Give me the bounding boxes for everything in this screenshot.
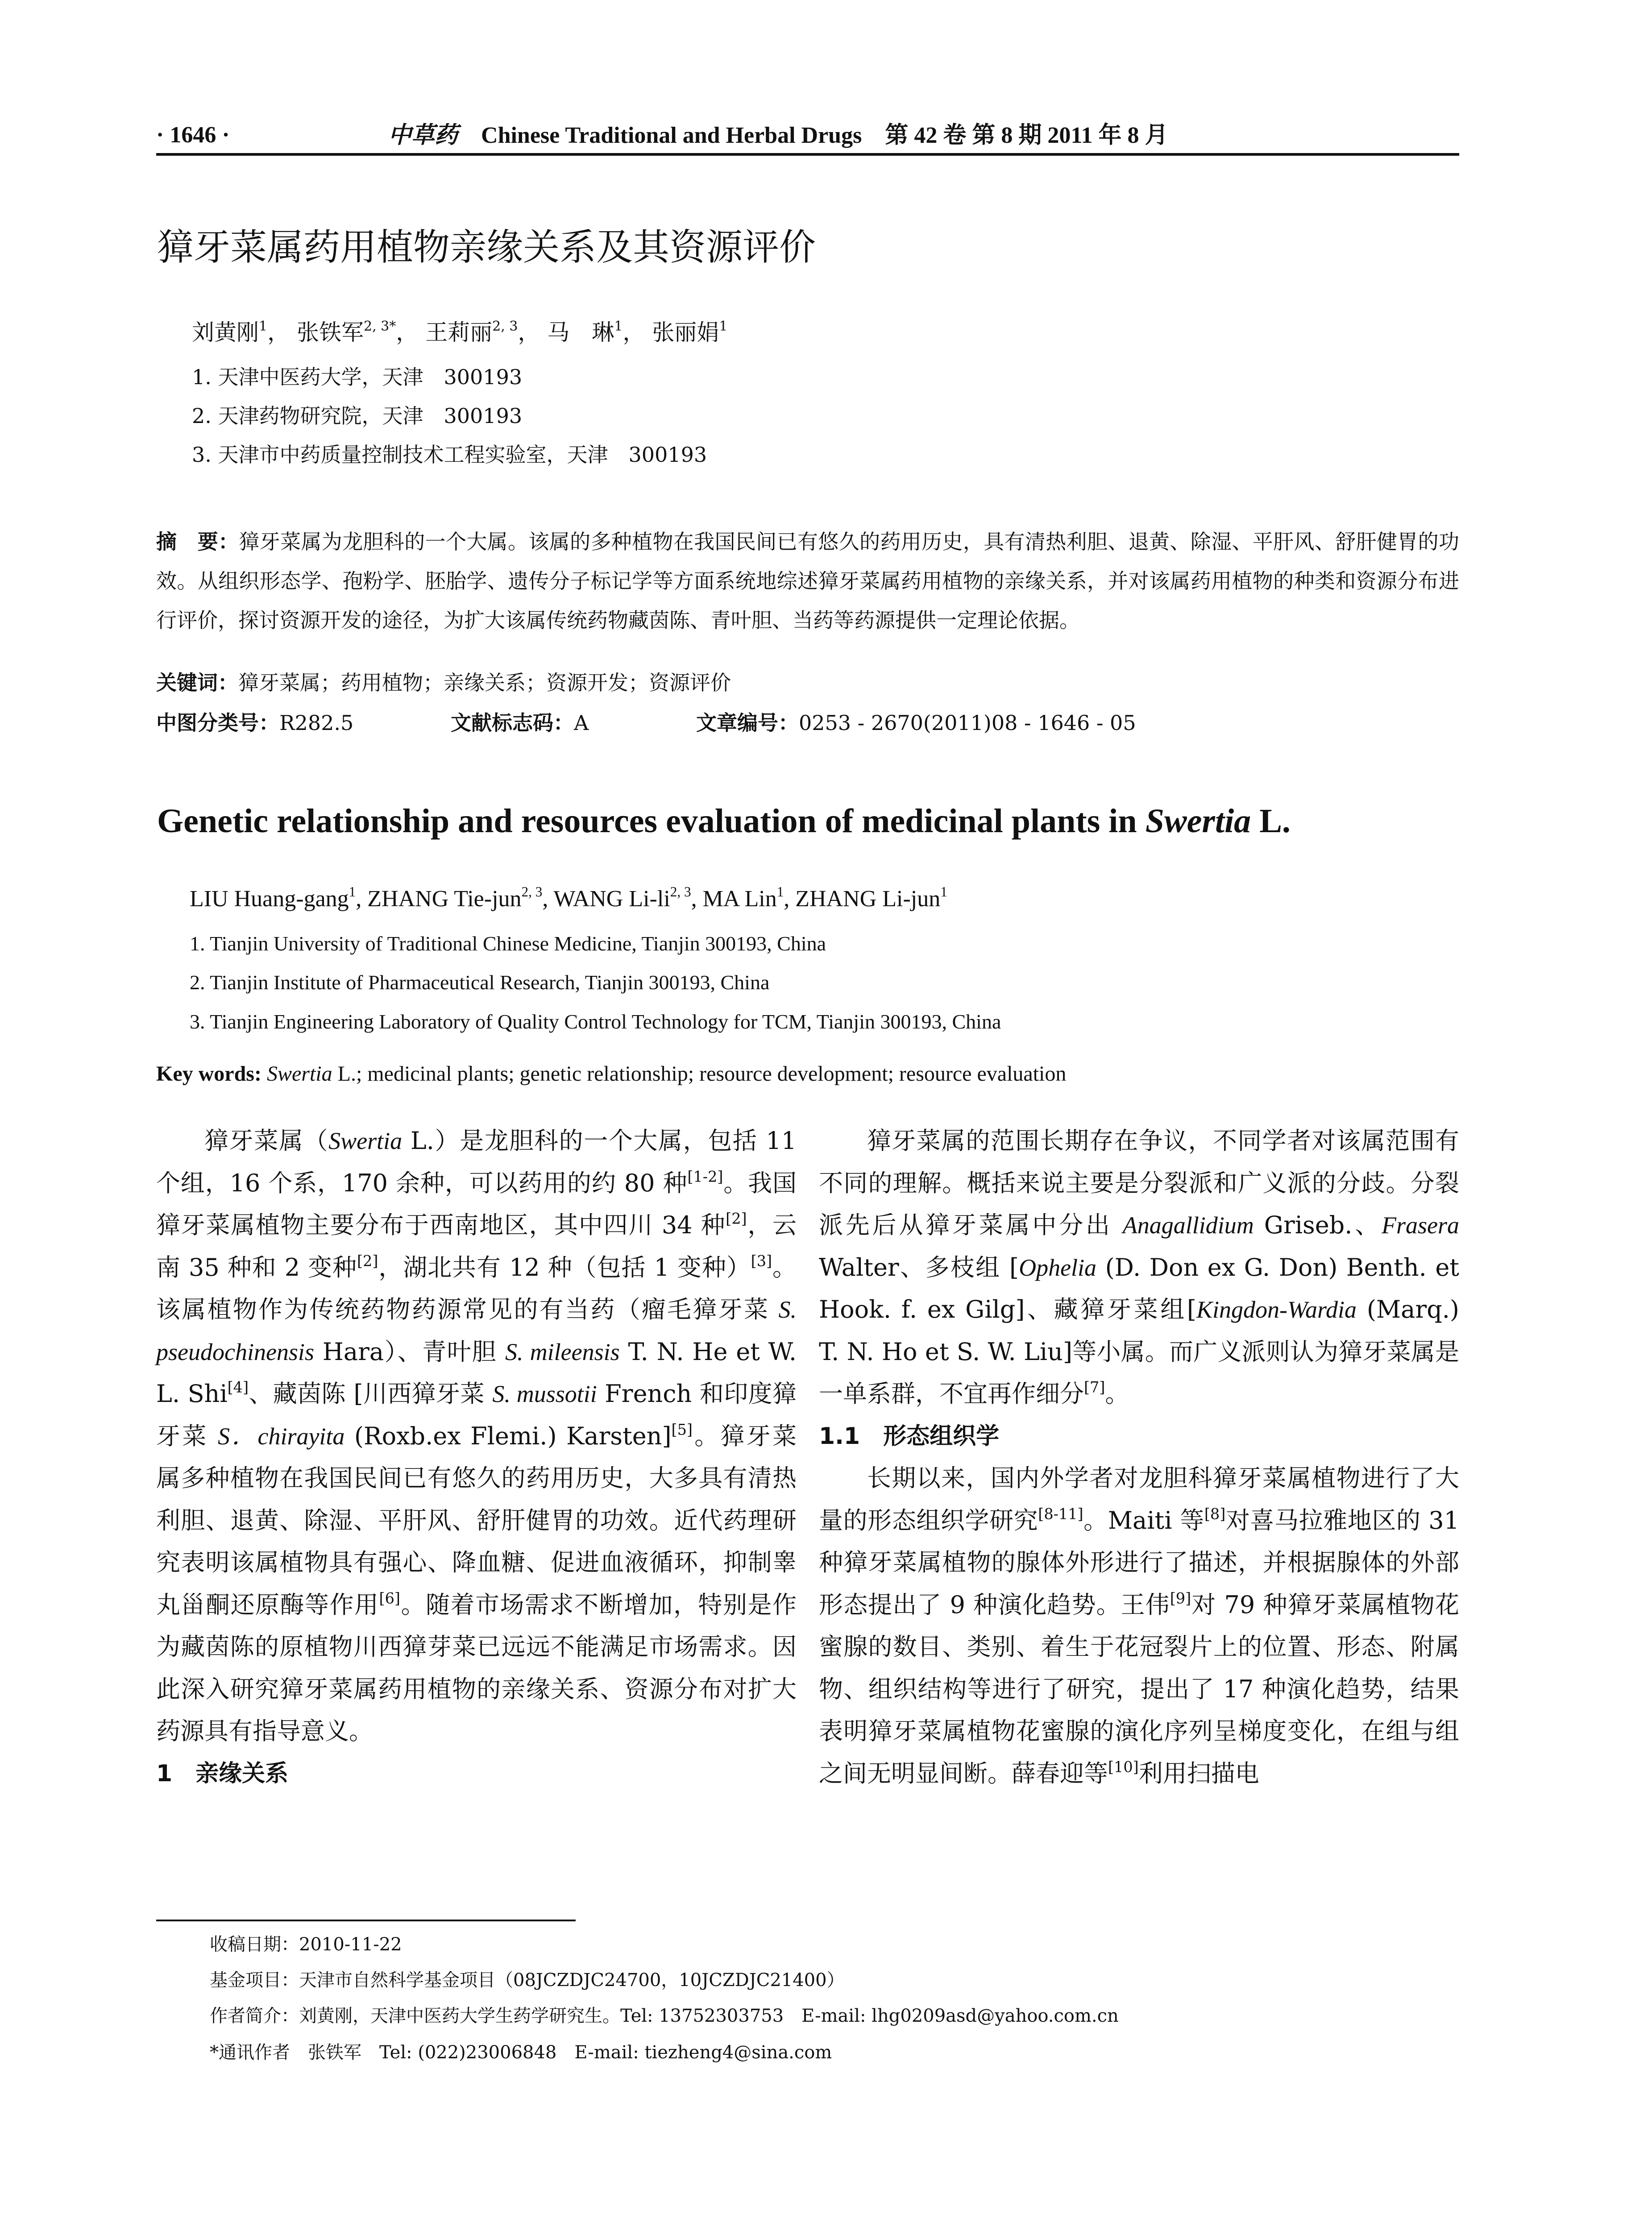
section-heading: 1 亲缘关系 [156,1760,289,1787]
species-name: Kingdon-Wardia [1196,1296,1357,1323]
citation: [8] [1204,1505,1226,1522]
text-run: 利用扫描电 [1138,1759,1259,1787]
text-run: Walter、多枝组 [ [819,1253,1019,1281]
species-name: S．chirayita [217,1422,345,1450]
species-name: S. pseudochinensis [156,1296,797,1365]
page-number: · 1646 · [156,122,230,148]
author-cn: 张铁军$^{2, 3*}$ [297,319,396,345]
text-run: (Roxb.ex Flemi.) Karsten] [345,1422,672,1450]
keywords-en-label: Key words: [156,1062,261,1086]
species-name: Anagallidium [1122,1212,1254,1239]
title-genus: Swertia [1145,802,1251,840]
citation: [7] [1084,1378,1105,1396]
citation: [8-11] [1038,1505,1083,1522]
document-code: 文献标志码：A [451,711,589,735]
abstract-cn [156,522,1459,640]
affiliation-cn-3: 3. 天津市中药质量控制技术工程实验室，天津 300193 [192,443,707,467]
text-run: 。该属植物作为传统药物药源常见的有当药（瘤毛獐牙菜 [156,1253,797,1323]
text-run: 。Maiti 等 [1083,1506,1204,1534]
affiliation-en-1: 1. Tianjin University of Traditional Chinese Medicine, Tianjin 300193, China [190,932,826,955]
abstract-label: 摘 要： [156,530,239,554]
journal-issue: 第 42 卷 第 8 期 2011 年 8 月 [885,123,1168,148]
citation: [10] [1108,1758,1139,1775]
header-rule [156,153,1459,156]
keywords-en: Key words: Swertia L.; medicinal plants; genetic relationship; resource development; resource evaluation [156,1062,1067,1086]
text-run: Hara）、青叶胆 [314,1337,505,1366]
citation: [4] [227,1378,249,1396]
text-run: 。随着市场需求不断增加，特别是作为藏茵陈的原植物川西獐芽菜已远远不能满足市场需求。因此深入研究獐牙菜属药用植物的亲缘关系、资源分布对扩大药源具有指导意义。 [156,1590,797,1745]
title-en: Genetic relationship and resources evaluation of medicinal plants in Swertia L. [157,802,1291,840]
text-run: (D. Don ex G. Don) Benth. et Hook. f. ex Gilg]、藏獐牙菜组[ [819,1253,1460,1323]
title-cn: 獐牙菜属药用植物亲缘关系及其资源评价 [157,226,816,269]
author-en: ZHANG Tie-jun$^{2, 3}$ [367,884,543,912]
clc-code: 中图分类号：R282.5 [156,711,354,735]
footnote-author-bio: 作者简介：刘黄刚，天津中医药大学生药学研究生。Tel: 13752303753 E-mail: lhg0209asd@yahoo.com.cn [210,2006,1119,2026]
author-cn: 张丽娟$^1$ [652,319,728,345]
species-name: Ophelia [1019,1254,1097,1281]
authors-en: LIU Huang-gang$^1$, ZHANG Tie-jun$^{2, 3}$, WANG Li-li$^{2, 3}$, MA Lin$^1$, ZHANG Li-jun$^1$ [190,884,947,912]
author-en: WANG Li-li$^{2, 3}$ [553,884,691,912]
keywords-text: 獐牙菜属；药用植物；亲缘关系；资源开发；资源评价 [238,671,731,695]
citation: [5] [671,1420,693,1438]
species-name: Frasera [1382,1212,1459,1239]
affiliation-en-2: 2. Tianjin Institute of Pharmaceutical Research, Tianjin 300193, China [190,971,770,994]
author-cn: 刘黄刚$^1$ [192,319,268,345]
affiliation-cn-2: 2. 天津药物研究院，天津 300193 [192,404,523,428]
text-run: T. N. He et W. L. Shi [156,1337,797,1408]
keywords-cn [156,667,731,698]
species-name: S. mileensis [505,1338,620,1365]
body-paragraph [819,1120,1459,1415]
text-run: 獐牙菜属（ [204,1127,329,1155]
text-run: 。我国獐牙菜属植物主要分布于西南地区，其中四川 34 种 [156,1169,797,1239]
author-en: MA Lin$^1$ [702,884,784,912]
subsection-heading: 1.1 形态组织学 [819,1422,1000,1450]
text-run: Griseb.、 [1254,1211,1382,1239]
footnote-corresponding: *通讯作者 张铁军 Tel: (022)23006848 E-mail: tiezheng4@sina.com [210,2042,832,2063]
citation: [9] [1170,1589,1191,1607]
journal-name-cn: 中草药 [388,122,458,149]
author-cn: 王莉丽$^{2, 3}$ [425,319,518,345]
author-cn: 马 琳$^1$ [547,319,623,345]
text-run: 。獐牙菜属多种植物在我国民间已有悠久的药用历史，大多具有清热利胆、退黄、除湿、平肝风、舒肝健胃的功效。近代药理研究表明该属植物具有强心、降血糖、促进血液循环，抑制睾丸甾酮还原酶等作用 [156,1422,797,1619]
text-run: ，湖北共有 12 种（包括 1 变种） [378,1253,751,1281]
species-name: Swertia [328,1128,403,1154]
affiliation-en-3: 3. Tianjin Engineering Laboratory of Quality Control Technology for TCM, Tianjin 300193, China [190,1010,1001,1033]
text-run: (Marq.) T. N. Ho et S. W. Liu]等小属。而广义派则认为獐牙菜属是一单系群，不宜再作细分 [819,1295,1459,1408]
citation: [6] [379,1589,400,1607]
keywords-label: 关键词： [156,671,238,695]
text-run: ，云南 35 种和 2 变种 [156,1211,797,1281]
citation: [1-2] [687,1167,723,1185]
text-run: L.）是龙胆科的一个大属，包括 11 个组，16 个系，170 余种，可以药用的约 80 种 [156,1127,797,1197]
footnote-received: 收稿日期：2010-11-22 [210,1934,402,1955]
journal-line [388,120,1168,151]
abstract-text: 獐牙菜属为龙胆科的一个大属。该属的多种植物在我国民间已有悠久的药用历史，具有清热利胆、退黄、除湿、平肝风、舒肝健胃的功效。从组织形态学、孢粉学、胚胎学、遗传分子标记学等方面系统地综述獐牙菜属药用植物的亲缘关系，并对该属药用植物的种类和资源分布进行评价，探讨资源开发的途径，为扩大该属传统药物藏茵陈、青叶胆、当药等药源提供一定理论依据。 [156,530,1460,632]
body-column-right [819,1120,1459,1795]
article-number: 文章编号：0253 - 2670(2011)08 - 1646 - 05 [696,711,1136,735]
text-run: 对喜马拉雅地区的 31 种獐牙菜属植物的腺体外形进行了描述，并根据腺体的外部形态提出了 9 种演化趋势。王伟 [819,1506,1459,1619]
journal-name-en: Chinese Traditional and Herbal Drugs [481,123,862,148]
affiliation-cn-1: 1. 天津中医药大学，天津 300193 [192,365,523,389]
text-run: French 和印度獐牙菜 [156,1380,797,1450]
text-run: 、藏茵陈 [川西獐牙菜 [249,1380,493,1408]
footnote-rule [156,1920,576,1921]
text-run: 獐牙菜属的范围长期存在争议，不同学者对该属范围有不同的理解。概括来说主要是分裂派和广义派的分歧。分裂派先后从獐牙菜属中分出 [819,1127,1459,1239]
text-run: 长期以来，国内外学者对龙胆科獐牙菜属植物进行了大量的形态组织学研究 [819,1464,1459,1534]
author-en: LIU Huang-gang$^1$ [190,884,356,912]
body-paragraph [156,1120,797,1753]
citation: [3] [751,1252,772,1269]
body-paragraph [819,1457,1459,1795]
author-en: ZHANG Li-jun$^1$ [795,884,947,912]
body-column-left [156,1120,797,1795]
species-name: S. mussotii [492,1381,597,1407]
citation: [2] [726,1210,747,1227]
citation: [2] [357,1252,378,1269]
text-run: 。 [1105,1380,1129,1408]
authors-cn: 刘黄刚$^1$， 张铁军$^{2, 3*}$， 王莉丽$^{2, 3}$， 马 琳$^1$， 张丽娟$^1$ [192,319,728,345]
footnote-funding: 基金项目：天津市自然科学基金项目（08JCZDJC24700，10JCZDJC21400） [210,1970,845,1990]
text-run: 对 79 种獐牙菜属植物花蜜腺的数目、类别、着生于花冠裂片上的位置、形态、附属物、组织结构等进行了研究，提出了 17 种演化趋势，结果表明獐牙菜属植物花蜜腺的演化序列呈梯度变化，在组与组之间无明显间断。薛春迎等 [819,1590,1459,1787]
classification-line [156,707,1136,738]
